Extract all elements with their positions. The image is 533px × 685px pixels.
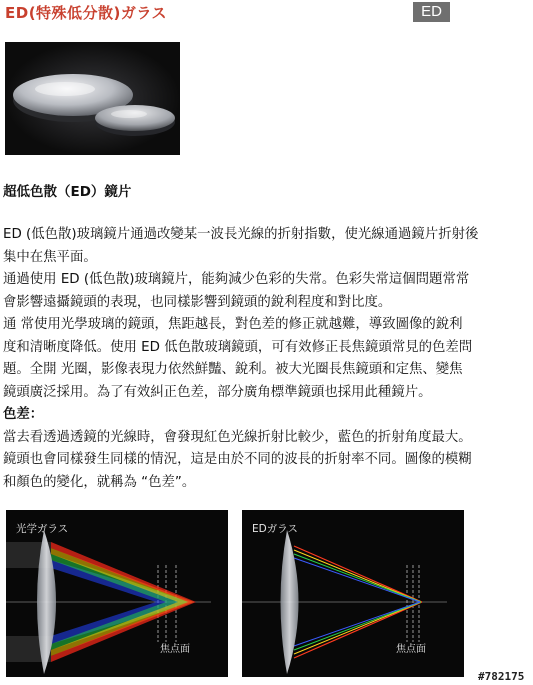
paragraph-line: 和顏色的變化，就稱為 “色差”。 [3, 474, 196, 490]
optical-glass-diagram [6, 510, 228, 677]
page-title: ED(特殊低分散)ガラス [5, 4, 167, 22]
diagram-label: 光学ガラス [16, 523, 69, 535]
lens-illustration [5, 42, 180, 155]
body-text [3, 224, 533, 494]
paragraph-line: 當去看透過透鏡的光線時，會發現紅色光線折射比較少，藍色的折射角度最大。 [3, 429, 472, 445]
paragraph-line: 通過使用 ED (低色散)玻璃鏡片，能夠減少色彩的失常。色彩失常這個問題常常 [3, 272, 470, 287]
ed-glass-diagram [242, 510, 464, 677]
paragraph-line: 題。全開 光圈，影像表現力依然鮮豔、銳利。被大光圈長焦鏡頭和定焦、變焦 [3, 362, 463, 377]
focal-plane-label: 焦点面 [160, 644, 190, 655]
paragraph-line: 度和清晰度降低。使用 ED 低色散玻璃鏡頭，可有效修正長焦鏡頭常見的色差問 [3, 339, 473, 355]
reference-code: #782175 [478, 670, 525, 683]
section-heading: 超低色散（ED）鏡片 [3, 184, 132, 200]
chromatic-aberration-subheading: 色差： [3, 407, 44, 422]
diagram-label: EDガラス [252, 523, 298, 535]
paragraph-line: 鏡頭廣泛採用。為了有效糾正色差，部分廣角標準鏡頭也採用此種鏡片。 [3, 384, 432, 400]
paragraph-line: 會影響遠攝鏡頭的表現，也同樣影響到鏡頭的銳利程度和對比度。 [3, 294, 392, 310]
paragraph-line: 通 常使用光學玻璃的鏡頭，焦距越長，對色差的修正就越難，導致圖像的銳利 [3, 317, 463, 332]
focal-plane-label: 焦点面 [396, 644, 426, 655]
lens-photo [5, 42, 180, 155]
paragraph-line: ED (低色散)玻璃鏡片通過改變某一波長光線的折射指數，使光線通過鏡片折射後 [3, 227, 479, 242]
ed-badge: ED [413, 2, 450, 22]
paragraph-line: 集中在焦平面。 [3, 249, 97, 265]
paragraph-line: 鏡頭也會同樣發生同樣的情況，這是由於不同的波長的折射率不同。圖像的模糊 [3, 452, 472, 467]
